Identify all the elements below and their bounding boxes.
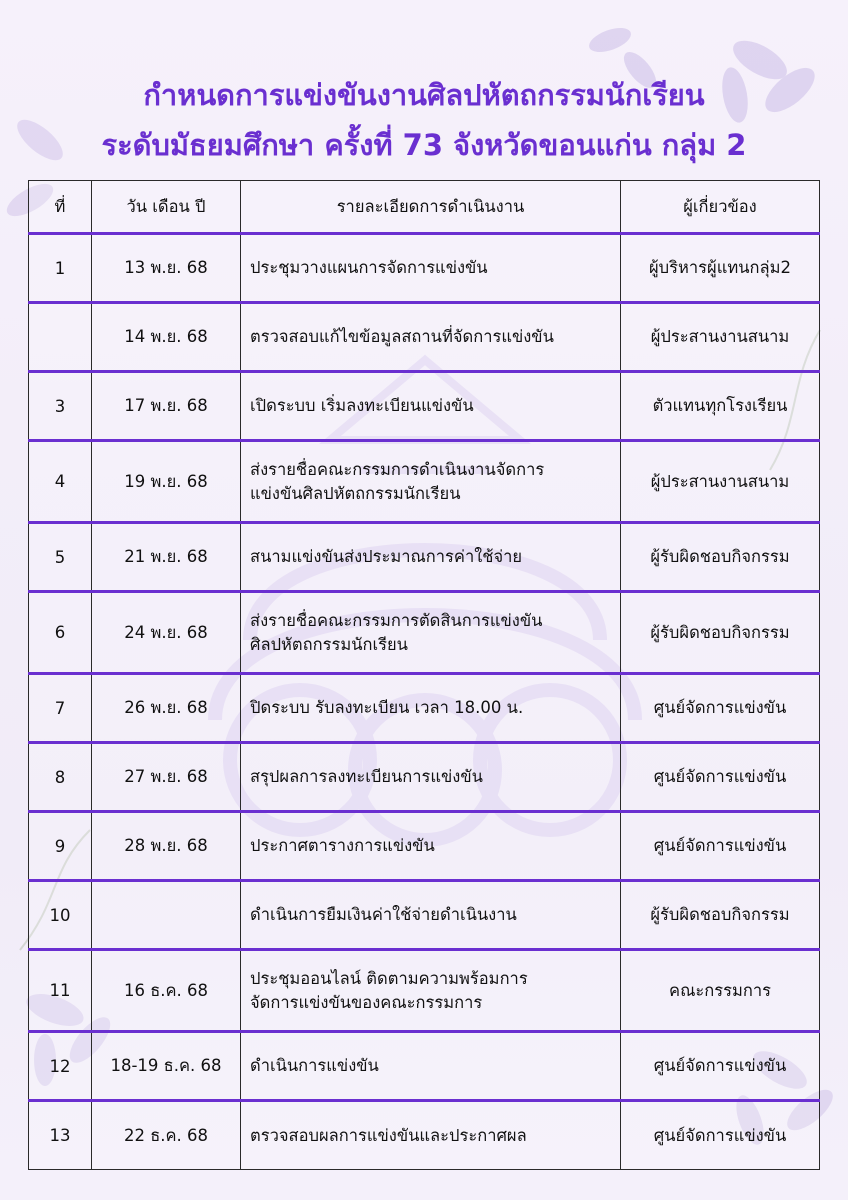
table-row <box>29 674 820 743</box>
row-owner: ศูนย์จัดการแข่งขัน <box>621 674 820 743</box>
row-date: 19 พ.ย. 68 <box>92 441 241 523</box>
detail-line: ดำเนินการยืมเงินค่าใช้จ่ายดำเนินงาน <box>250 905 517 924</box>
row-detail <box>241 523 621 592</box>
detail-line: ประชุมออนไลน์ ติดตามความพร้อมการ <box>250 968 528 988</box>
row-date: 14 พ.ย. 68 <box>92 303 241 372</box>
table-row <box>29 950 820 1032</box>
row-number: 6 <box>29 592 92 674</box>
row-owner: ผู้รับผิดชอบกิจกรรม <box>621 523 820 592</box>
row-owner: ผู้รับผิดชอบกิจกรรม <box>621 592 820 674</box>
row-detail <box>241 592 621 674</box>
table-row <box>29 234 820 303</box>
detail-line: จัดการแข่งขันของคณะกรรมการ <box>250 992 483 1012</box>
row-owner: ศูนย์จัดการแข่งขัน <box>621 1032 820 1101</box>
row-number: 7 <box>29 674 92 743</box>
row-detail <box>241 1101 621 1170</box>
row-date: 17 พ.ย. 68 <box>92 372 241 441</box>
detail-line: ปิดระบบ รับลงทะเบียน เวลา 18.00 น. <box>250 698 524 717</box>
row-date: 16 ธ.ค. 68 <box>92 950 241 1032</box>
row-number <box>29 303 92 372</box>
row-date: 24 พ.ย. 68 <box>92 592 241 674</box>
row-date: 21 พ.ย. 68 <box>92 523 241 592</box>
row-owner: ผู้บริหารผู้แทนกลุ่ม2 <box>621 234 820 303</box>
row-number: 13 <box>29 1101 92 1170</box>
row-number: 1 <box>29 234 92 303</box>
row-detail <box>241 743 621 812</box>
row-detail <box>241 234 621 303</box>
row-detail <box>241 441 621 523</box>
schedule-table <box>28 180 820 1170</box>
table-row <box>29 523 820 592</box>
row-owner: ศูนย์จัดการแข่งขัน <box>621 812 820 881</box>
row-date: 13 พ.ย. 68 <box>92 234 241 303</box>
row-date: 27 พ.ย. 68 <box>92 743 241 812</box>
detail-line: ประกาศตารางการแข่งขัน <box>250 836 435 855</box>
row-detail <box>241 674 621 743</box>
row-owner: ศูนย์จัดการแข่งขัน <box>621 743 820 812</box>
header-owner: ผู้เกี่ยวข้อง <box>621 181 820 234</box>
row-owner: ตัวแทนทุกโรงเรียน <box>621 372 820 441</box>
schedule-body <box>29 234 820 1170</box>
row-number: 3 <box>29 372 92 441</box>
row-date <box>92 881 241 950</box>
detail-line: ตรวจสอบผลการแข่งขันและประกาศผล <box>250 1125 527 1145</box>
row-detail <box>241 1032 621 1101</box>
document-title <box>0 70 848 170</box>
detail-line: ประชุมวางแผนการจัดการแข่งขัน <box>250 258 488 277</box>
title-line-2: ระดับมัธยมศึกษา ครั้งที่ 73 จังหวัดขอนแก่น กลุ่ม 2 <box>101 128 747 162</box>
table-row <box>29 372 820 441</box>
table-row <box>29 812 820 881</box>
detail-line: ดำเนินการแข่งขัน <box>250 1056 379 1075</box>
table-row <box>29 303 820 372</box>
table-row <box>29 1032 820 1101</box>
row-number: 4 <box>29 441 92 523</box>
detail-line: ส่งรายชื่อคณะกรรมการตัดสินการแข่งขัน <box>250 610 543 630</box>
row-owner: ผู้รับผิดชอบกิจกรรม <box>621 881 820 950</box>
row-owner: ศูนย์จัดการแข่งขัน <box>621 1101 820 1170</box>
row-owner: คณะกรรมการ <box>621 950 820 1032</box>
title-line-1: กำหนดการแข่งขันงานศิลปหัตถกรรมนักเรียน <box>143 78 705 112</box>
row-number: 5 <box>29 523 92 592</box>
table-row <box>29 743 820 812</box>
row-date: 22 ธ.ค. 68 <box>92 1101 241 1170</box>
row-number: 9 <box>29 812 92 881</box>
row-date: 18-19 ธ.ค. 68 <box>92 1032 241 1101</box>
detail-line: ศิลปหัตถกรรมนักเรียน <box>250 634 408 654</box>
row-number: 10 <box>29 881 92 950</box>
detail-line: เปิดระบบ เริ่มลงทะเบียนแข่งขัน <box>250 396 474 415</box>
detail-line: สนามแข่งขันส่งประมาณการค่าใช้จ่าย <box>250 547 523 566</box>
row-number: 12 <box>29 1032 92 1101</box>
header-detail: รายละเอียดการดำเนินงาน <box>241 181 621 234</box>
detail-line: แข่งขันศิลปหัตถกรรมนักเรียน <box>250 483 461 503</box>
row-date: 28 พ.ย. 68 <box>92 812 241 881</box>
row-number: 8 <box>29 743 92 812</box>
row-owner: ผู้ประสานงานสนาม <box>621 441 820 523</box>
table-row <box>29 1101 820 1170</box>
row-detail <box>241 372 621 441</box>
row-detail <box>241 812 621 881</box>
row-detail <box>241 303 621 372</box>
header-date: วัน เดือน ปี <box>92 181 241 234</box>
row-number: 11 <box>29 950 92 1032</box>
table-row <box>29 441 820 523</box>
detail-line: สรุปผลการลงทะเบียนการแข่งขัน <box>250 767 483 786</box>
header-number: ที่ <box>29 181 92 234</box>
table-row <box>29 881 820 950</box>
detail-line: ตรวจสอบแก้ไขข้อมูลสถานที่จัดการแข่งขัน <box>250 327 554 346</box>
row-owner: ผู้ประสานงานสนาม <box>621 303 820 372</box>
row-detail <box>241 881 621 950</box>
table-row <box>29 592 820 674</box>
table-header-row <box>29 181 820 234</box>
detail-line: ส่งรายชื่อคณะกรรมการดำเนินงานจัดการ <box>250 459 545 479</box>
row-detail <box>241 950 621 1032</box>
row-date: 26 พ.ย. 68 <box>92 674 241 743</box>
